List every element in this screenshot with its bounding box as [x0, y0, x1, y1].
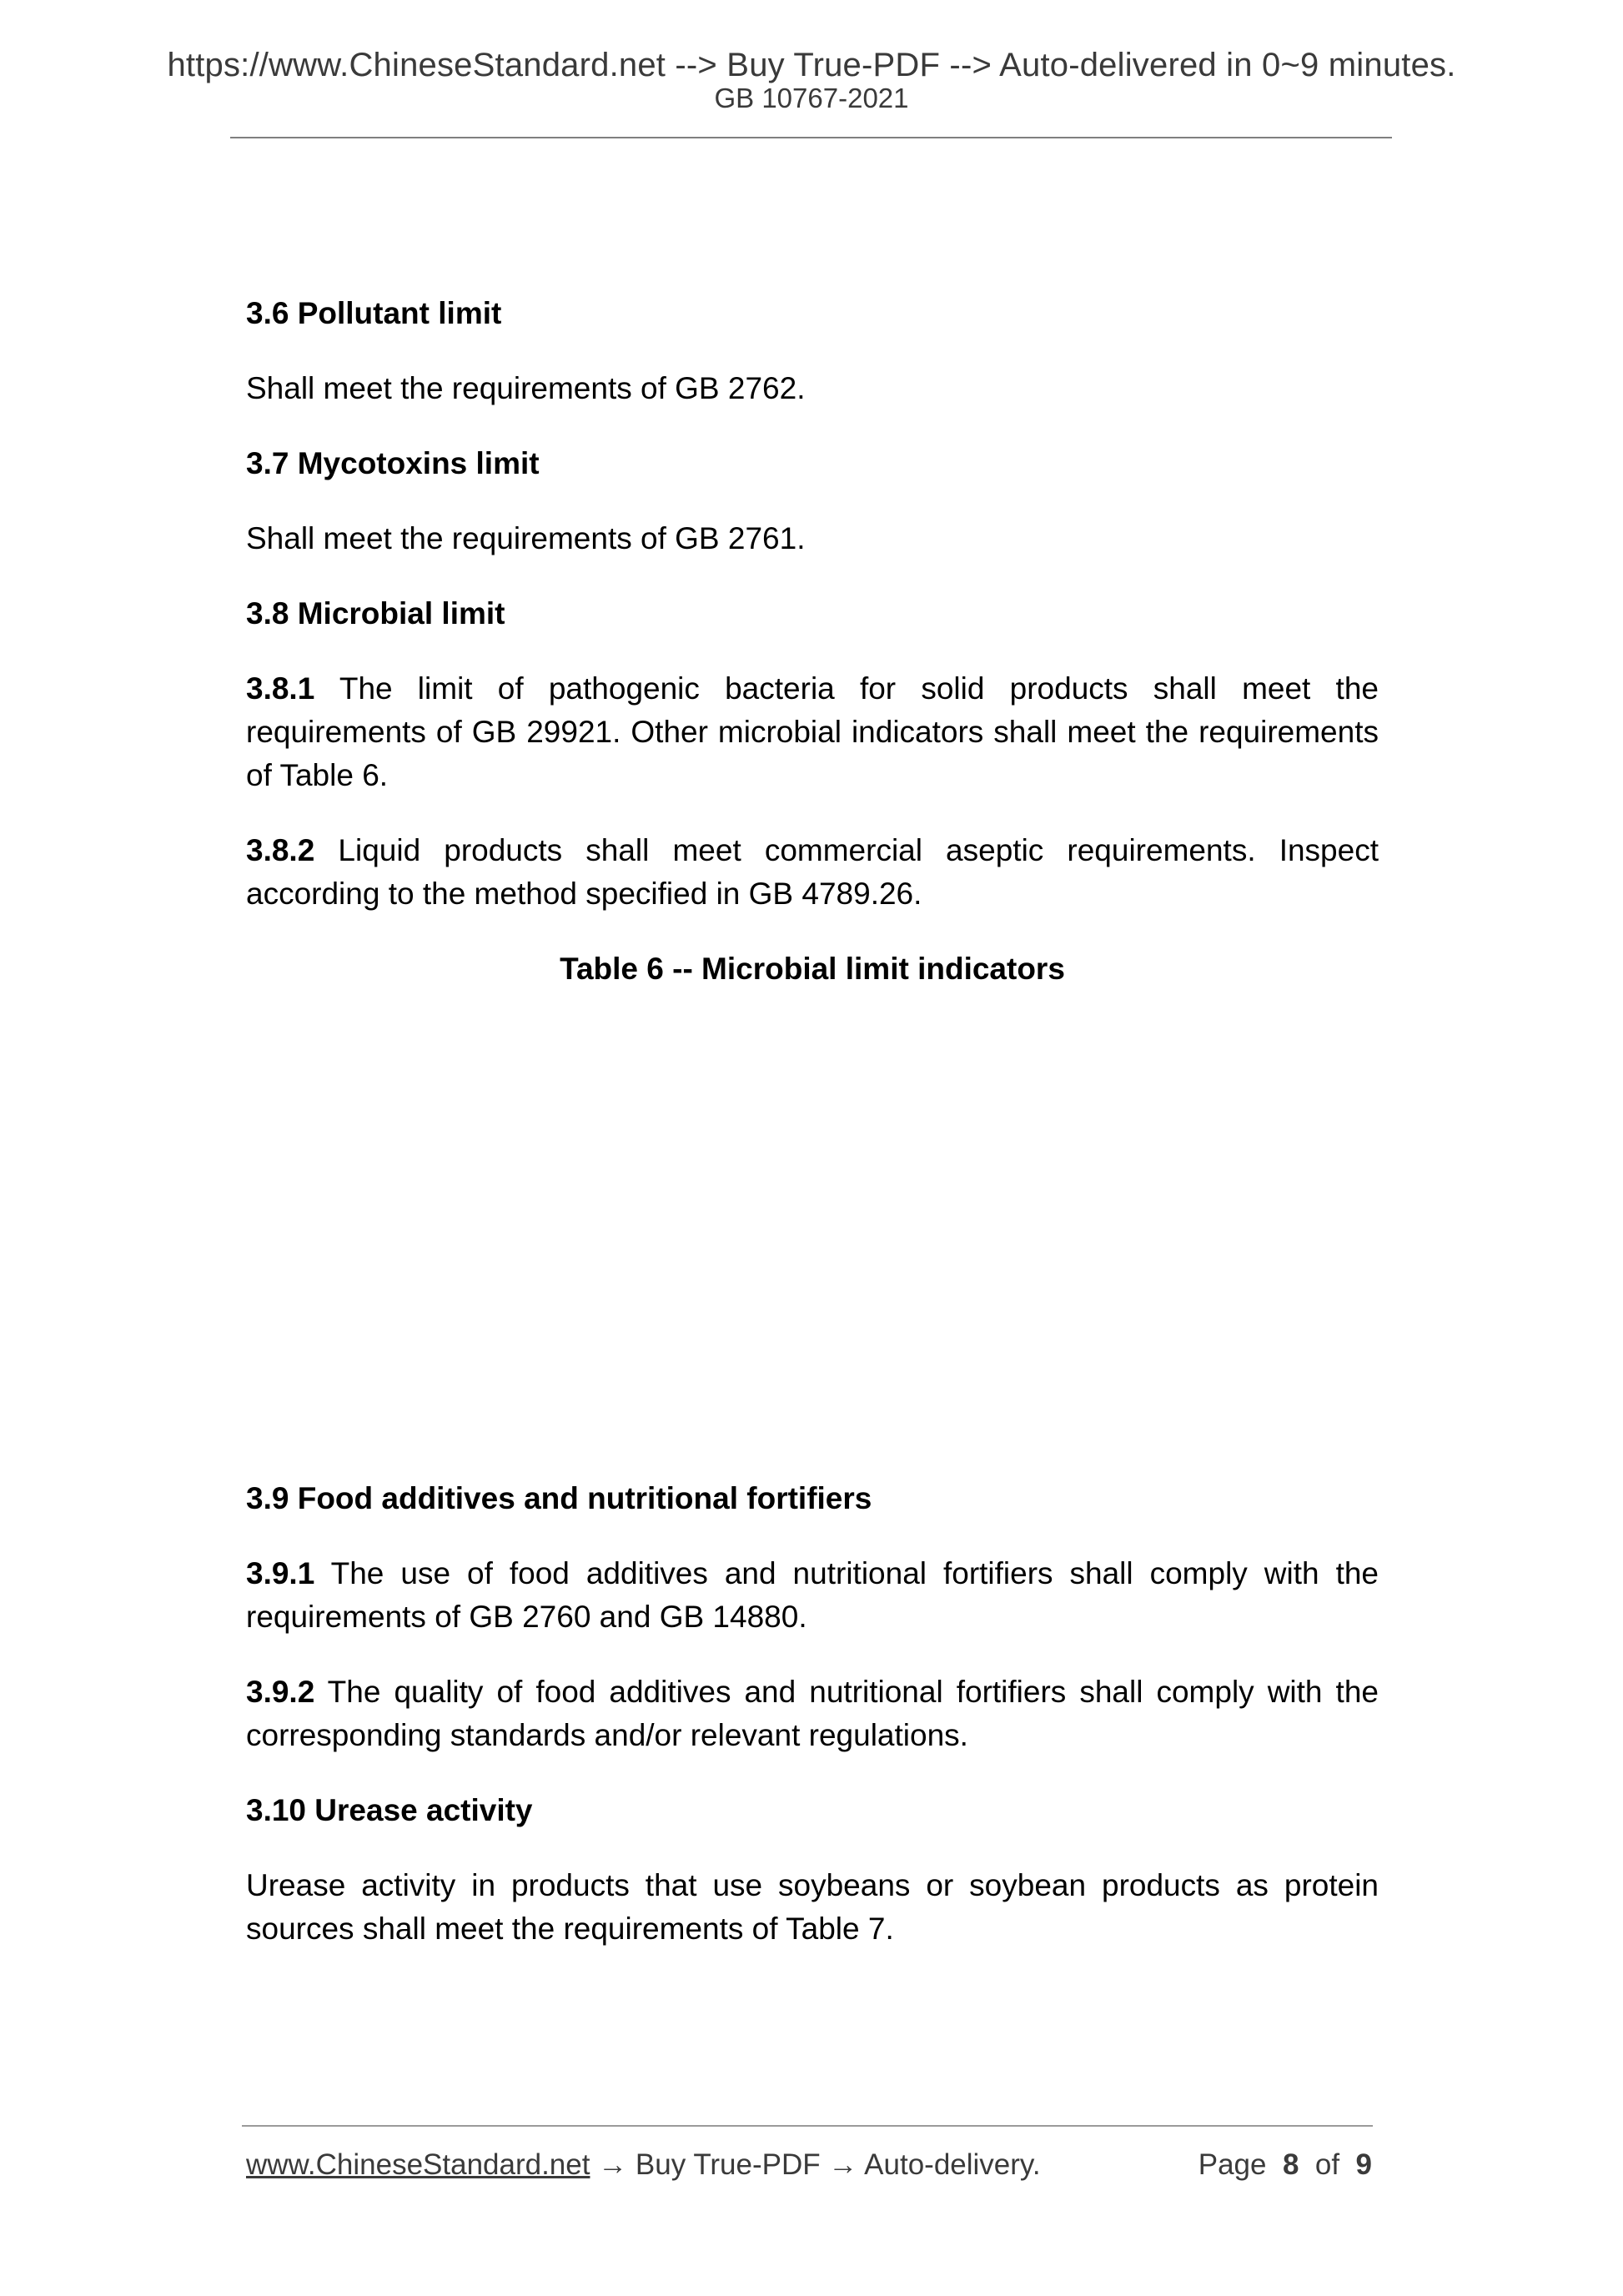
section-3-8-heading: 3.8 Microbial limit [246, 596, 505, 631]
clause-number: 3.9.2 [246, 1675, 315, 1709]
footer-divider [242, 2125, 1373, 2127]
footer-left [246, 2145, 1041, 2185]
page-total: 9 [1355, 2148, 1372, 2181]
table-6-placeholder [246, 991, 1379, 1477]
table-6-caption: Table 6 -- Microbial limit indicators [560, 952, 1065, 986]
section-3-6-heading: 3.6 Pollutant limit [246, 296, 502, 330]
page-label: Page [1198, 2148, 1267, 2181]
page-number [1198, 2145, 1372, 2185]
section-3-8-1-paragraph [246, 667, 1379, 797]
clause-text: Liquid products shall meet commercial aseptic requirements. Inspect according to the method specified in GB 4789.26. [246, 833, 1379, 911]
section-3-9-heading: 3.9 Food additives and nutritional fortifiers [246, 1481, 872, 1515]
document-code: GB 10767-2021 [714, 83, 909, 113]
section-3-9-2-paragraph [246, 1671, 1379, 1757]
header-url-banner: https://www.ChineseStandard.net --> Buy True-PDF --> Auto-delivered in 0~9 minutes. [167, 47, 1456, 83]
page-of-label: of [1314, 2148, 1340, 2181]
section-3-7-text: Shall meet the requirements of GB 2761. [246, 521, 806, 555]
clause-text: The limit of pathogenic bacteria for solid products shall meet the requirements of GB 29921. Other microbial indicators shall meet the requirements of Table 6. [246, 671, 1379, 792]
site-link[interactable]: www.ChineseStandard.net [246, 2148, 590, 2181]
clause-number: 3.9.1 [246, 1556, 315, 1590]
section-3-10-heading: 3.10 Urease activity [246, 1793, 533, 1827]
section-3-6-text: Shall meet the requirements of GB 2762. [246, 371, 806, 405]
section-3-8-2-paragraph [246, 829, 1379, 916]
clause-text: The quality of food additives and nutritional fortifiers shall comply with the corresponding standards and/or relevant regulations. [246, 1675, 1379, 1752]
section-3-10-text: Urease activity in products that use soybeans or soybean products as protein sources shall meet the requirements of Table 7. [246, 1868, 1379, 1946]
clause-number: 3.8.1 [246, 671, 315, 706]
section-3-9-1-paragraph [246, 1552, 1379, 1639]
page-content [246, 292, 1379, 1982]
footer-tagline: → Buy True-PDF → Auto-delivery. [590, 2148, 1041, 2181]
header-divider [230, 137, 1392, 138]
clause-number: 3.8.2 [246, 833, 315, 867]
page-footer [246, 2145, 1372, 2185]
section-3-7-heading: 3.7 Mycotoxins limit [246, 446, 540, 480]
page-current: 8 [1282, 2148, 1299, 2181]
clause-text: The use of food additives and nutritional fortifiers shall comply with the requirements of GB 2760 and GB 14880. [246, 1556, 1379, 1634]
